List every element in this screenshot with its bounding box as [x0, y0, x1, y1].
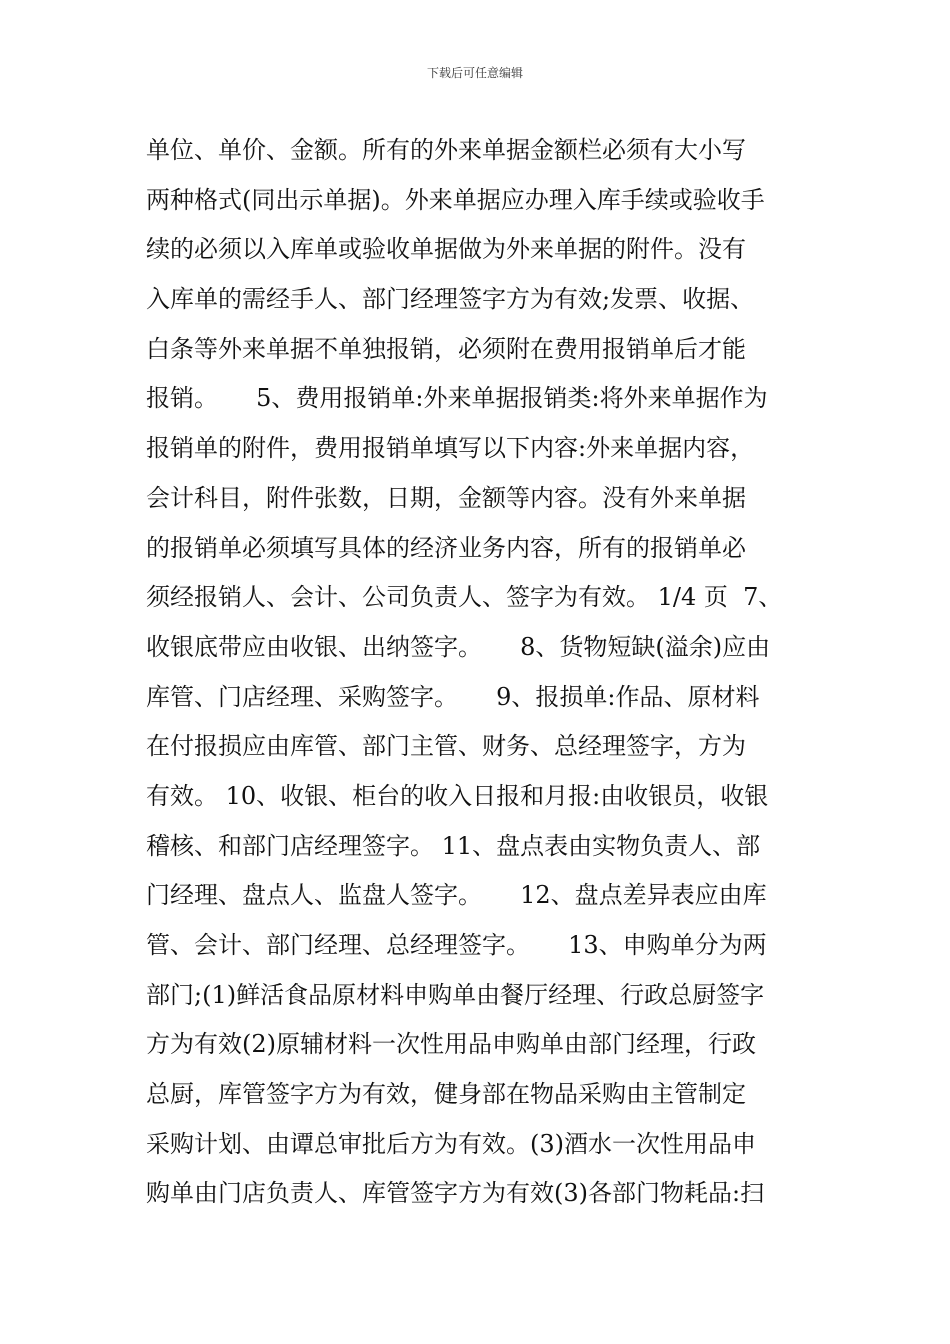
text-line: 购单由门店负责人、库管签字方为有效(3)各部门物耗品:扫: [146, 1179, 765, 1208]
text-line: 在付报损应由库管、部门主管、财务、总经理签字，方为: [146, 732, 746, 761]
text-line: 采购计划、由谭总审批后方为有效。(3)酒水一次性用品申: [146, 1129, 756, 1158]
body-text: [146, 126, 806, 1219]
text-line: 门经理、盘点人、监盘人签字。 12、盘点差异表应由库: [146, 881, 767, 910]
text-line: 总厨，库管签字方为有效，健身部在物品采购由主管制定: [146, 1080, 746, 1109]
text-line: 有效。 10、收银、柜台的收入日报和月报:由收银员，收银: [146, 781, 769, 810]
text-line: 报销单的附件，费用报销单填写以下内容:外来单据内容，: [146, 434, 755, 463]
text-line: 报销。 5、费用报销单:外来单据报销类:将外来单据作为: [146, 384, 768, 413]
page-header: 下载后可任意编辑: [426, 66, 523, 80]
text-line: 稽核、和部门店经理签字。 11、盘点表由实物负责人、部: [146, 831, 761, 860]
text-line: 管、会计、部门经理、总经理签字。 13、申购单分为两: [146, 931, 767, 959]
text-line: 库管、门店经理、采购签字。 9、报损单:作品、原材料: [146, 682, 760, 711]
text-line: 须经报销人、会计、公司负责人、签字为有效。 1/4 页 7、: [146, 583, 783, 612]
text-line: 续的必须以入库单或验收单据做为外来单据的附件。没有: [146, 235, 746, 264]
text-line: 入库单的需经手人、部门经理签字方为有效;发票、收据、: [146, 285, 755, 314]
text-line: 部门;(1)鲜活食品原材料申购单由餐厅经理、行政总厨签字: [146, 980, 765, 1009]
text-line: 会计科目，附件张数，日期，金额等内容。没有外来单据: [146, 483, 746, 512]
text-line: 收银底带应由收银、出纳签字。 8、货物短缺(溢余)应由: [146, 632, 771, 661]
text-line: 的报销单必须填写具体的经济业务内容，所有的报销单必: [146, 533, 746, 562]
text-line: 两种格式(同出示单据)。外来单据应办理入库手续或验收手: [146, 185, 765, 214]
text-line: 单位、单价、金额。所有的外来单据金额栏必须有大小写: [146, 136, 746, 164]
text-line: 白条等外来单据不单独报销，必须附在费用报销单后才能: [146, 334, 746, 363]
text-line: 方为有效(2)原辅材料一次性用品申购单由部门经理，行政: [146, 1030, 756, 1059]
